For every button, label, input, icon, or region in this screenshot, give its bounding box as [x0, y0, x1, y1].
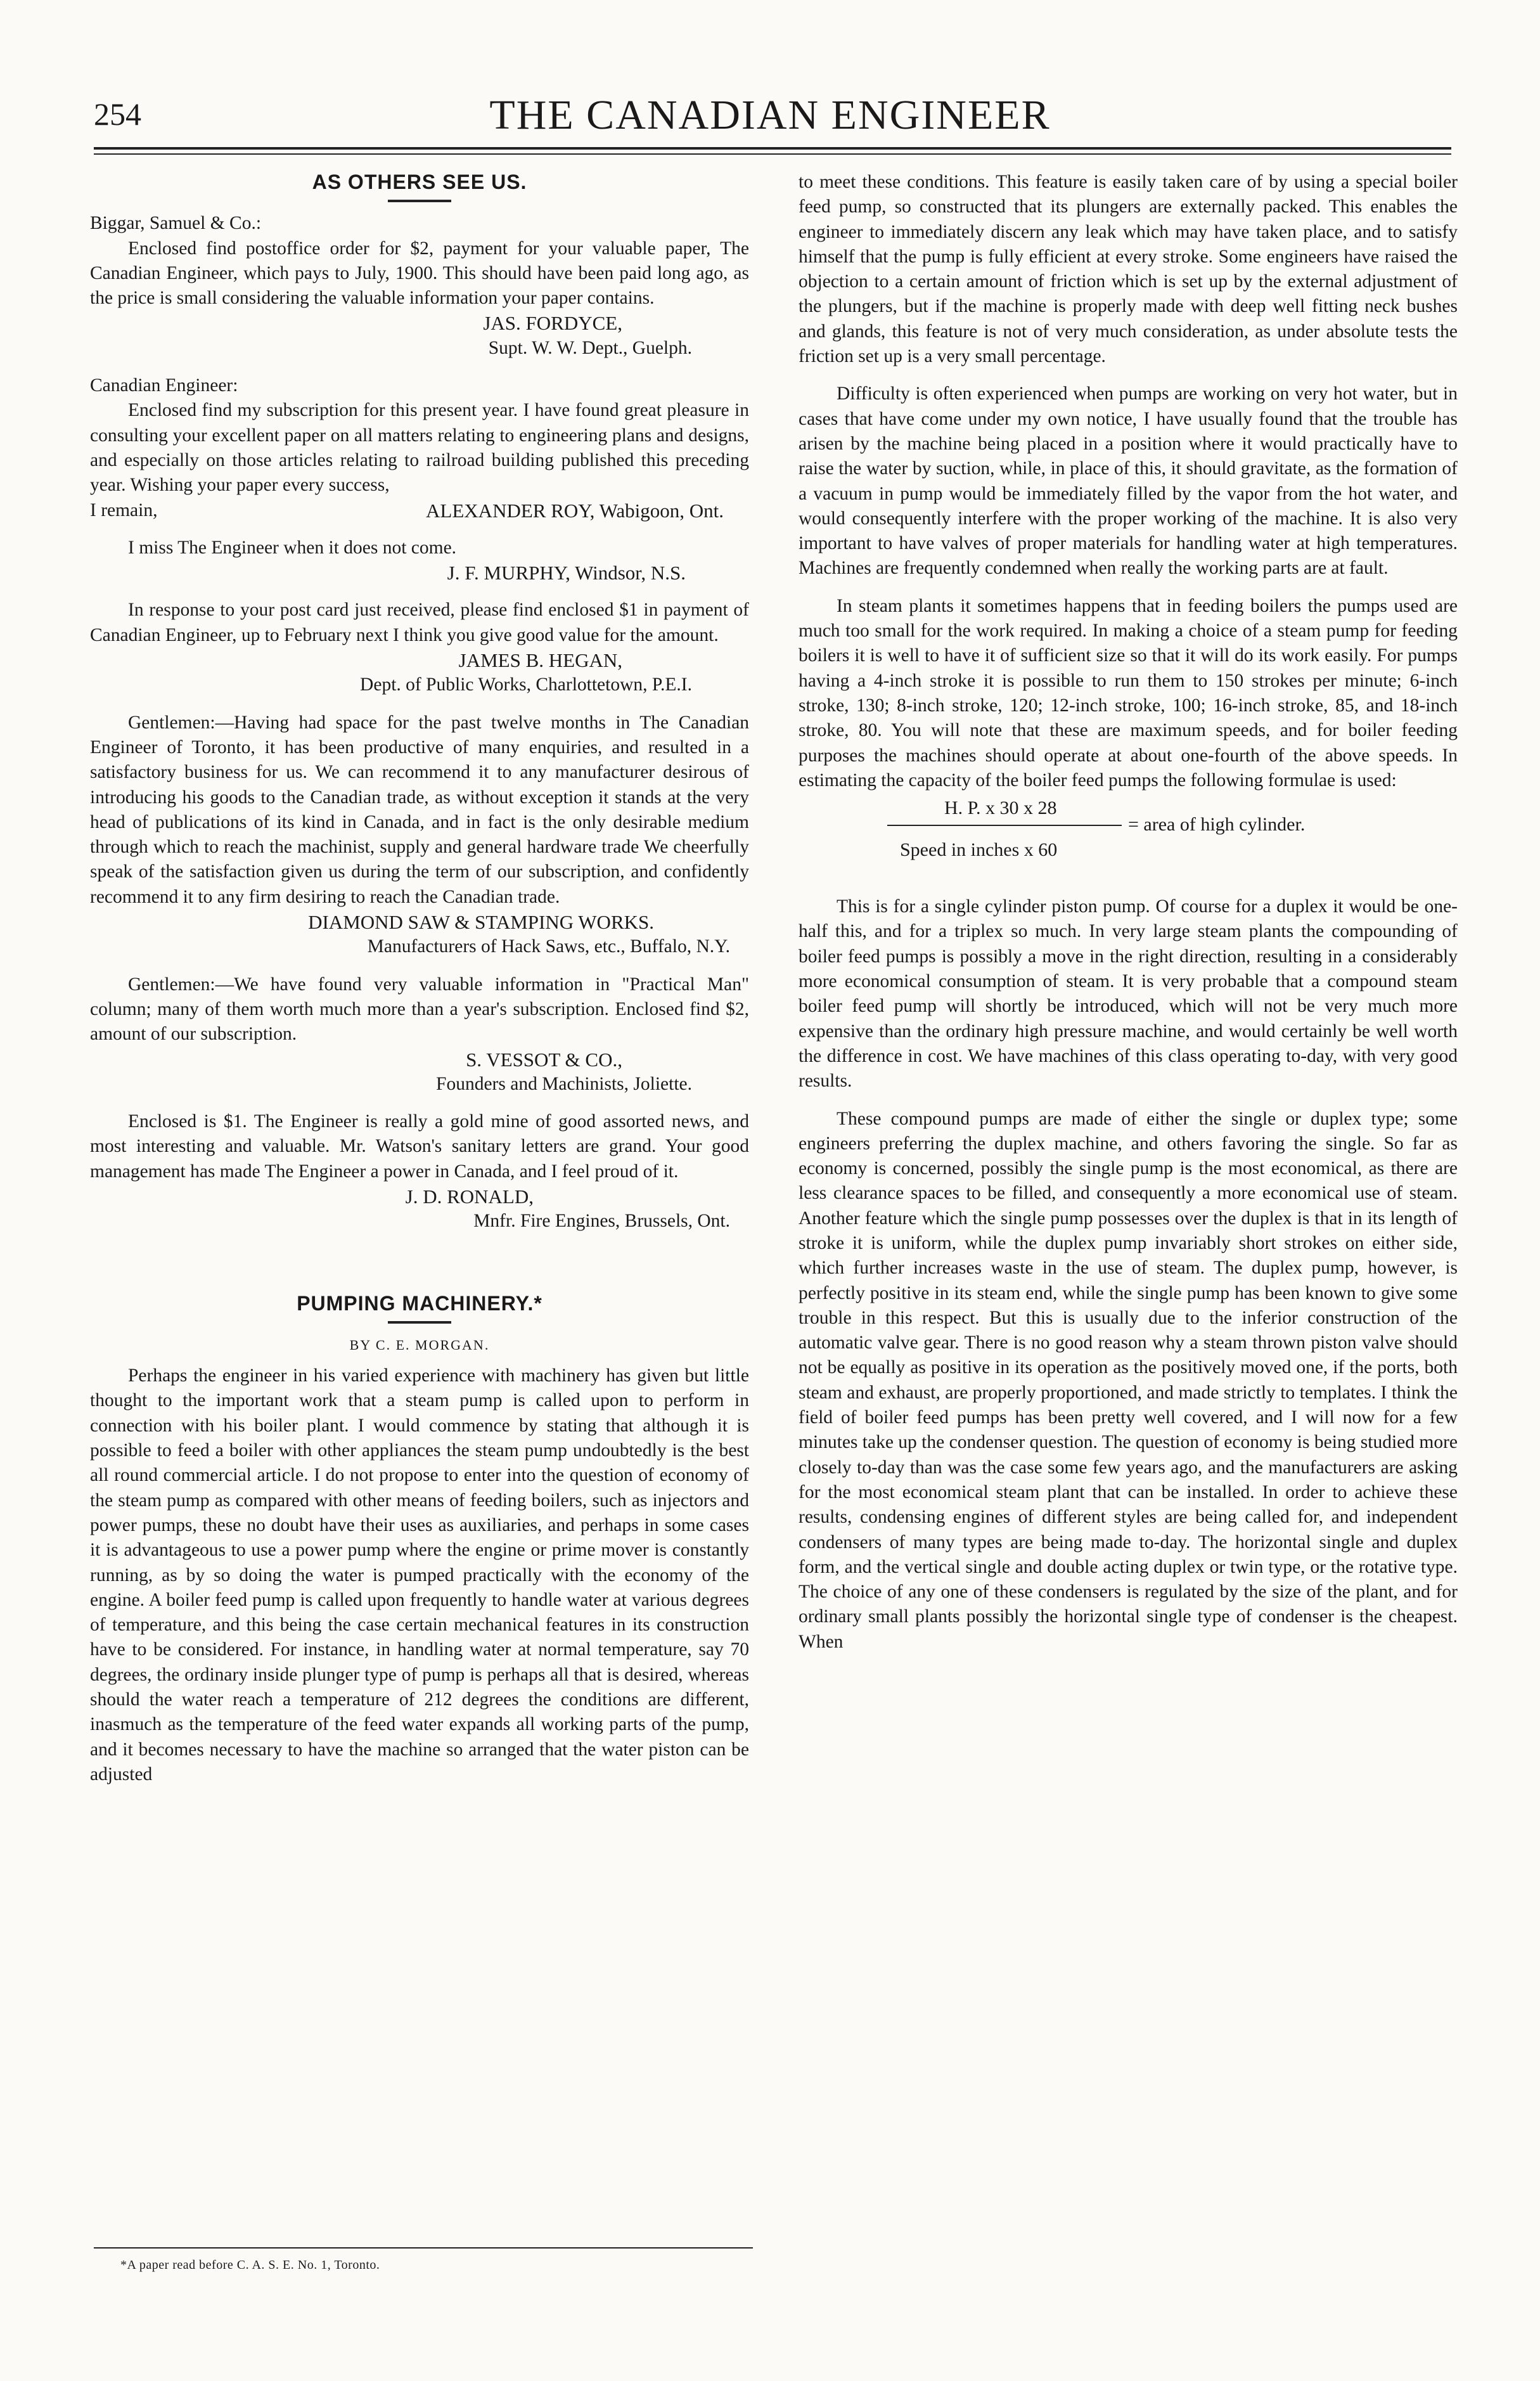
letter-signature-title: Dept. of Public Works, Charlottetown, P.E.I. — [360, 674, 692, 695]
letter-signature: ALEXANDER ROY, Wabigoon, Ont. — [426, 499, 724, 522]
formula-numerator: H. P. x 30 x 28 — [944, 797, 1057, 819]
letter-signature-title: Founders and Machinists, Joliette. — [436, 1073, 692, 1094]
letter-signature: S. VESSOT & CO., — [466, 1048, 622, 1071]
letter-body: I miss The Engineer when it does not come. — [128, 537, 457, 558]
header-rule — [94, 147, 1451, 150]
page-header — [94, 92, 1446, 139]
letter-salutation: Biggar, Samuel & Co.: — [90, 213, 262, 234]
article-paragraph: This is for a single cylinder piston pump. Of course for a duplex it would be one-half this, and for a triplex so much. In very large steam plants the compounding of boiler feed pumps is possibly a move in the right direction, resulting in a considerably more economical consumption of steam. It is very probable that a compound steam boiler feed pump will shortly be introduced, which will not be very much more expensive than the ordinary high pressure machine, and would certainly be well worth the difference in cost. We have machines of this class operating to-day, with very good results. — [799, 896, 1458, 1092]
right-column — [799, 170, 1458, 1655]
letter-salutation: Canadian Engineer: — [90, 375, 238, 396]
article-byline: BY C. E. MORGAN. — [349, 1336, 490, 1353]
letter-closing-text: I remain, — [90, 500, 158, 520]
letter-body: Gentlemen:—Having had space for the past twelve months in The Canadian Engineer of Toronto, it has been productive of many enquiries, and resulted in a satisfactory business for us. We can recommend it to any manufacturer desirous of introducing his goods to the Canadian trade, as without exception it stands at the very head of publications of its kind in Canada, and in fact is the only desirable medium through which to reach the machinist, supply and general hardware trade We cheerfully speak of the satisfaction given us during the term of our subscription, and confidently recommend it to any firm desiring to reach the Canadian trade. — [90, 712, 749, 907]
letter-signature: JAS. FORDYCE, — [483, 312, 622, 335]
footnote: *A paper read before C. A. S. E. No. 1, Toronto. — [120, 2258, 380, 2272]
formula-denominator: Speed in inches x 60 — [900, 839, 1058, 861]
article-paragraph: to meet these conditions. This feature is easily taken care of by using a special boiler feed pump, so constructed that its plungers are externally packed. This enables the engineer to immediately discern any leak which may have taken place, and to satisfy himself that the pump is fully efficient at every stroke. Some engineers have raised the objection to a certain amount of friction which is set up by the external adjustment of the plungers, but if the machine is properly made with deep well fitting neck bushes and glands, this feature is not of very much consideration, as under absolute tests the friction set up is a very small percentage. — [799, 172, 1458, 367]
section-heading-as-others-see-us: AS OTHERS SEE US. — [312, 171, 527, 193]
left-column — [90, 170, 749, 1787]
formula-fraction-bar — [887, 825, 1122, 826]
article-paragraph: In steam plants it sometimes happens that in feeding boilers the pumps used are much too small for the work required. In making a choice of a steam pump for feeding boilers it is well to have it of sufficient size so that it will do its work easily. For pumps having a 4-inch stroke it is possible to run them to 150 strokes per minute; 6-inch stroke, 130; 8-inch stroke, 120; 12-inch stroke, 100; 16-inch stroke, 85, and 18-inch stroke, 80. You will note that these are maximum speeds, and for boiler feeding purposes the machines should operate at about one-fourth of the above speeds. In estimating the capacity of the boiler feed pumps the following formulae is used: — [799, 595, 1458, 790]
letter-closing — [90, 498, 749, 523]
article-paragraph: Perhaps the engineer in his varied experience with machinery has given but little thought to the important work that a steam pump is called upon to perform in connection with his boiler plant. I would commence by stating that although it is possible to feed a boiler with other appliances the steam pump undoubtedly is the best all round commercial article. I do not propose to enter into the question of economy of the steam pump as compared with other means of feeding boilers, such as injectors and power pumps, these no doubt have their uses as auxiliaries, and perhaps in some cases it is advantageous to use a power pump where the engine or prime mover is constantly running, as by so doing the water is pumped practically with the economy of the engine. A boiler feed pump is called upon frequently to handle water at various degrees of temperature, and this being the case certain mechanical features in its construction have to be considered. For instance, in handling water at normal temperature, say 70 degrees, the ordinary inside plunger type of pump is perhaps all that is desired, whereas should the water reach a temperature of 212 degrees the conditions are different, inasmuch as the temperature of the feed water expands all working parts of the pump, and it becomes necessary to have the machine so arranged that the water piston can be adjusted — [90, 1365, 749, 1784]
letter-signature: J. F. MURPHY, Windsor, N.S. — [447, 562, 686, 584]
formula-result: = area of high cylinder. — [1128, 814, 1306, 836]
header-rule-thin — [94, 153, 1451, 155]
letter-signature: J. D. RONALD, — [405, 1185, 534, 1208]
footnote-rule — [94, 2247, 753, 2249]
letter-body: Enclosed find postoffice order for $2, payment for your valuable paper, The Canadian Engineer, which pays to July, 1900. This should have been paid long ago, as the price is small considering the valuable information your paper contains. — [90, 238, 749, 309]
letter-signature: JAMES B. HEGAN, — [458, 649, 622, 672]
letter-body: In response to your post card just received, please find enclosed $1 in payment of Canadian Engineer, up to February next I think you give good value for the amount. — [90, 600, 749, 645]
letter-body: Enclosed find my subscription for this present year. I have found great pleasure in consulting your excellent paper on all matters relating to engineering plans and designs, and especially on those articles relating to railroad building published this preceding year. Wishing your paper every success, — [90, 400, 749, 496]
letter-body: Enclosed is $1. The Engineer is really a gold mine of good assorted news, and most interesting and valuable. Mr. Watson's sanitary letters are grand. Your good management has made The Engineer a power in Canada, and I feel proud of it. — [90, 1111, 749, 1182]
journal-title: THE CANADIAN ENGINEER — [489, 92, 1051, 138]
article-title: PUMPING MACHINERY.* — [297, 1291, 542, 1315]
letter-signature-title: Manufacturers of Hack Saws, etc., Buffalo, N.Y. — [367, 936, 730, 957]
letter-signature: DIAMOND SAW & STAMPING WORKS. — [308, 911, 654, 934]
heading-rule — [388, 1321, 451, 1324]
article-paragraph: Difficulty is often experienced when pumps are working on very hot water, but in cases that have come under my own notice, I have usually found that the trouble has arisen by the machine being placed in a position where it would practically have to raise the water by suction, while, in place of this, it should gravitate, as the formation of a vacuum in pump would be immediately filled by the vapor from the hot water, and would consequently interfere with the proper working of the machine. It is also very important to have valves of proper materials for handling water at high temperatures. Machines are frequently condemned when really the working parts are at fault. — [799, 384, 1458, 579]
letter-body: Gentlemen:—We have found very valuable information in "Practical Man" column; many of them worth much more than a year's subscription. Enclosed find $2, amount of our subscription. — [90, 974, 749, 1045]
heading-rule — [388, 200, 451, 202]
letter-signature-title: Supt. W. W. Dept., Guelph. — [488, 337, 692, 358]
article-paragraph: These compound pumps are made of either the single or duplex type; some engineers preferring the duplex machine, and others favoring the single. So far as economy is concerned, possibly the single pump is the most economical, as there are less clearance spaces to be filled, and consequently a more economical use of steam. Another feature which the single pump possesses over the duplex is that in its length of stroke it is uniform, while the duplex pump invariably short strokes on either side, which further increases waste in the use of steam. The duplex pump, however, is perfectly positive in its steam end, while the single pump has been known to give some trouble in this respect. But this is usually due to the inferior construction of the automatic valve gear. There is no good reason why a steam thrown piston valve should not be equally as positive in its operation as the positively moved one, if the ports, both steam and exhaust, are properly proportioned, and made strictly to templates. I think the field of boiler feed pumps has been pretty well covered, and I will now for a few minutes take up the condenser question. The question of economy is being studied more closely to-day than was the case some few years ago, and the manufacturers are asking for the most economical steam plant that can be installed. In order to achieve these results, condensing engines of different styles are being called for, and independent condensers of many types are being made to-day. The horizontal single and duplex form, and the vertical single and double acting duplex or twin type, or the rotative type. The choice of any one of these condensers is regulated by the size of the plant, and for ordinary small plants possibly the horizontal single type of condenser is the cheapest. When — [799, 1108, 1458, 1652]
capacity-formula — [799, 796, 1458, 891]
letter-signature-title: Mnfr. Fire Engines, Brussels, Ont. — [473, 1211, 730, 1232]
page-number: 254 — [94, 96, 141, 132]
